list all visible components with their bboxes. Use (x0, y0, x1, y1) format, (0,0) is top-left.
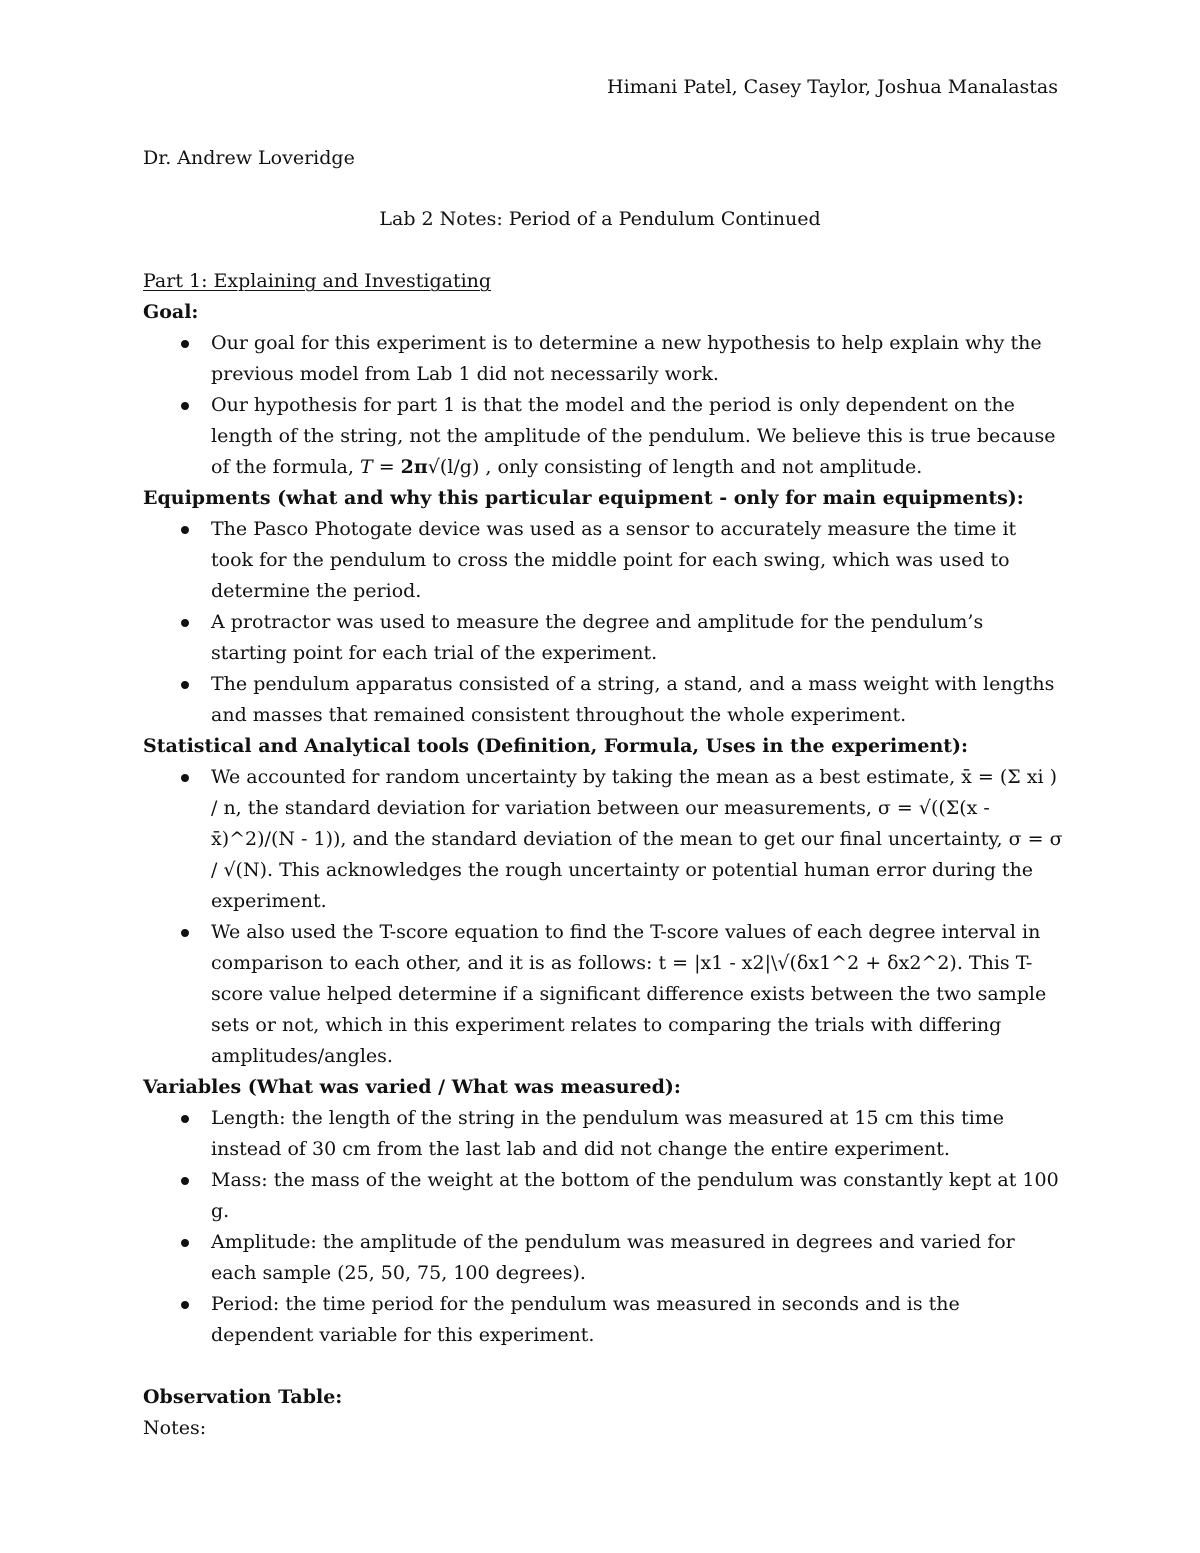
equipments-list (143, 514, 1063, 731)
bullet-icon (181, 1177, 189, 1185)
variables-list (143, 1103, 1063, 1351)
bullet-icon (181, 1301, 189, 1309)
statistical-heading: Statistical and Analytical tools (Definition, Formula, Uses in the experiment): (143, 735, 969, 757)
equipment-item-text: A protractor was used to measure the degree and amplitude for the pendulum’s starting point for each trial of the experiment. (211, 611, 984, 664)
formula-root: √(l/g) (427, 456, 480, 478)
list-item (143, 514, 1063, 607)
goal-heading: Goal: (143, 301, 199, 323)
list-item (143, 607, 1063, 669)
bullet-icon (181, 1239, 189, 1247)
bullet-icon (181, 526, 189, 534)
formula-two-pi: 2π (400, 456, 428, 478)
variable-item-text: Amplitude: the amplitude of the pendulum was measured in degrees and varied for each sample (25, 50, 75, 100 degrees). (211, 1231, 1015, 1284)
list-item (143, 1289, 1063, 1351)
list-item (143, 1165, 1063, 1227)
hypothesis-text-after: , only consisting of length and not amplitude. (479, 456, 923, 478)
part-1-heading: Part 1: Explaining and Investigating (143, 270, 492, 292)
equipments-heading: Equipments (what and why this particular equipment - only for main equipments): (143, 487, 1024, 509)
list-item (143, 1103, 1063, 1165)
notes-label: Notes: (143, 1417, 207, 1439)
variable-item-text: Length: the length of the string in the pendulum was measured at 15 cm this time instead of 30 cm from the last lab and did not change the entire experiment. (211, 1107, 1005, 1160)
variable-item-text: Mass: the mass of the weight at the bottom of the pendulum was constantly kept at 100 g. (211, 1169, 1059, 1222)
bullet-icon (181, 1115, 189, 1123)
variable-item-text: Period: the time period for the pendulum was measured in seconds and is the dependent variable for this experiment. (211, 1293, 960, 1346)
list-item (143, 1227, 1063, 1289)
statistical-item-text: We accounted for random uncertainty by taking the mean as a best estimate, x̄ = (Σ xi ) / n, the standard deviation for variation between our measurements, σ = √((Σ(x - x̄)^2)/(N - 1)), and the standard deviation of the mean to get our final uncertainty, σ = σ / √(N). This acknowledges the rough uncertainty or potential human error during the experiment. (211, 766, 1063, 912)
observation-table-heading: Observation Table: (143, 1386, 343, 1408)
hypothesis-text-before: Our hypothesis for part 1 is that the model and the period is only dependent on the length of the string, not the amplitude of the pendulum. We believe this is true because of the formula, (211, 394, 1056, 478)
goal-list (143, 328, 1063, 483)
equipment-item-text: The pendulum apparatus consisted of a string, a stand, and a mass weight with lengths and masses that remained consistent throughout the whole experiment. (211, 673, 1055, 726)
instructor-name: Dr. Andrew Loveridge (143, 147, 355, 169)
bullet-icon (181, 774, 189, 782)
paragraph-spacer (143, 1351, 1063, 1382)
document-title: Lab 2 Notes: Period of a Pendulum Continued (379, 208, 821, 230)
document-body (143, 266, 1063, 1444)
bullet-icon (181, 681, 189, 689)
variables-heading: Variables (What was varied / What was measured): (143, 1076, 681, 1098)
list-item (143, 328, 1063, 390)
formula-period-symbol: T (359, 456, 373, 478)
equipment-item-text: The Pasco Photogate device was used as a sensor to accurately measure the time it took for the pendulum to cross the middle point for each swing, which was used to determine the period. (211, 518, 1017, 602)
formula-equals: = (372, 456, 401, 478)
list-item (143, 762, 1063, 917)
statistical-list (143, 762, 1063, 1072)
bullet-icon (181, 340, 189, 348)
bullet-icon (181, 402, 189, 410)
list-item (143, 390, 1063, 483)
list-item (143, 917, 1063, 1072)
goal-item-text: Our goal for this experiment is to determine a new hypothesis to help explain why the previous model from Lab 1 did not necessarily work. (211, 332, 1042, 385)
list-item (143, 669, 1063, 731)
authors-line: Himani Patel, Casey Taylor, Joshua Manalastas (607, 76, 1058, 98)
bullet-icon (181, 619, 189, 627)
bullet-icon (181, 929, 189, 937)
statistical-item-text: We also used the T-score equation to find the T-score values of each degree interval in comparison to each other, and it is as follows: t = |x1 - x2|\√(δx1^2 + δx2^2). This T-score value helped determine if a significant difference exists between the two sample sets or not, which in this experiment relates to comparing the trials with differing amplitudes/angles. (211, 921, 1047, 1067)
